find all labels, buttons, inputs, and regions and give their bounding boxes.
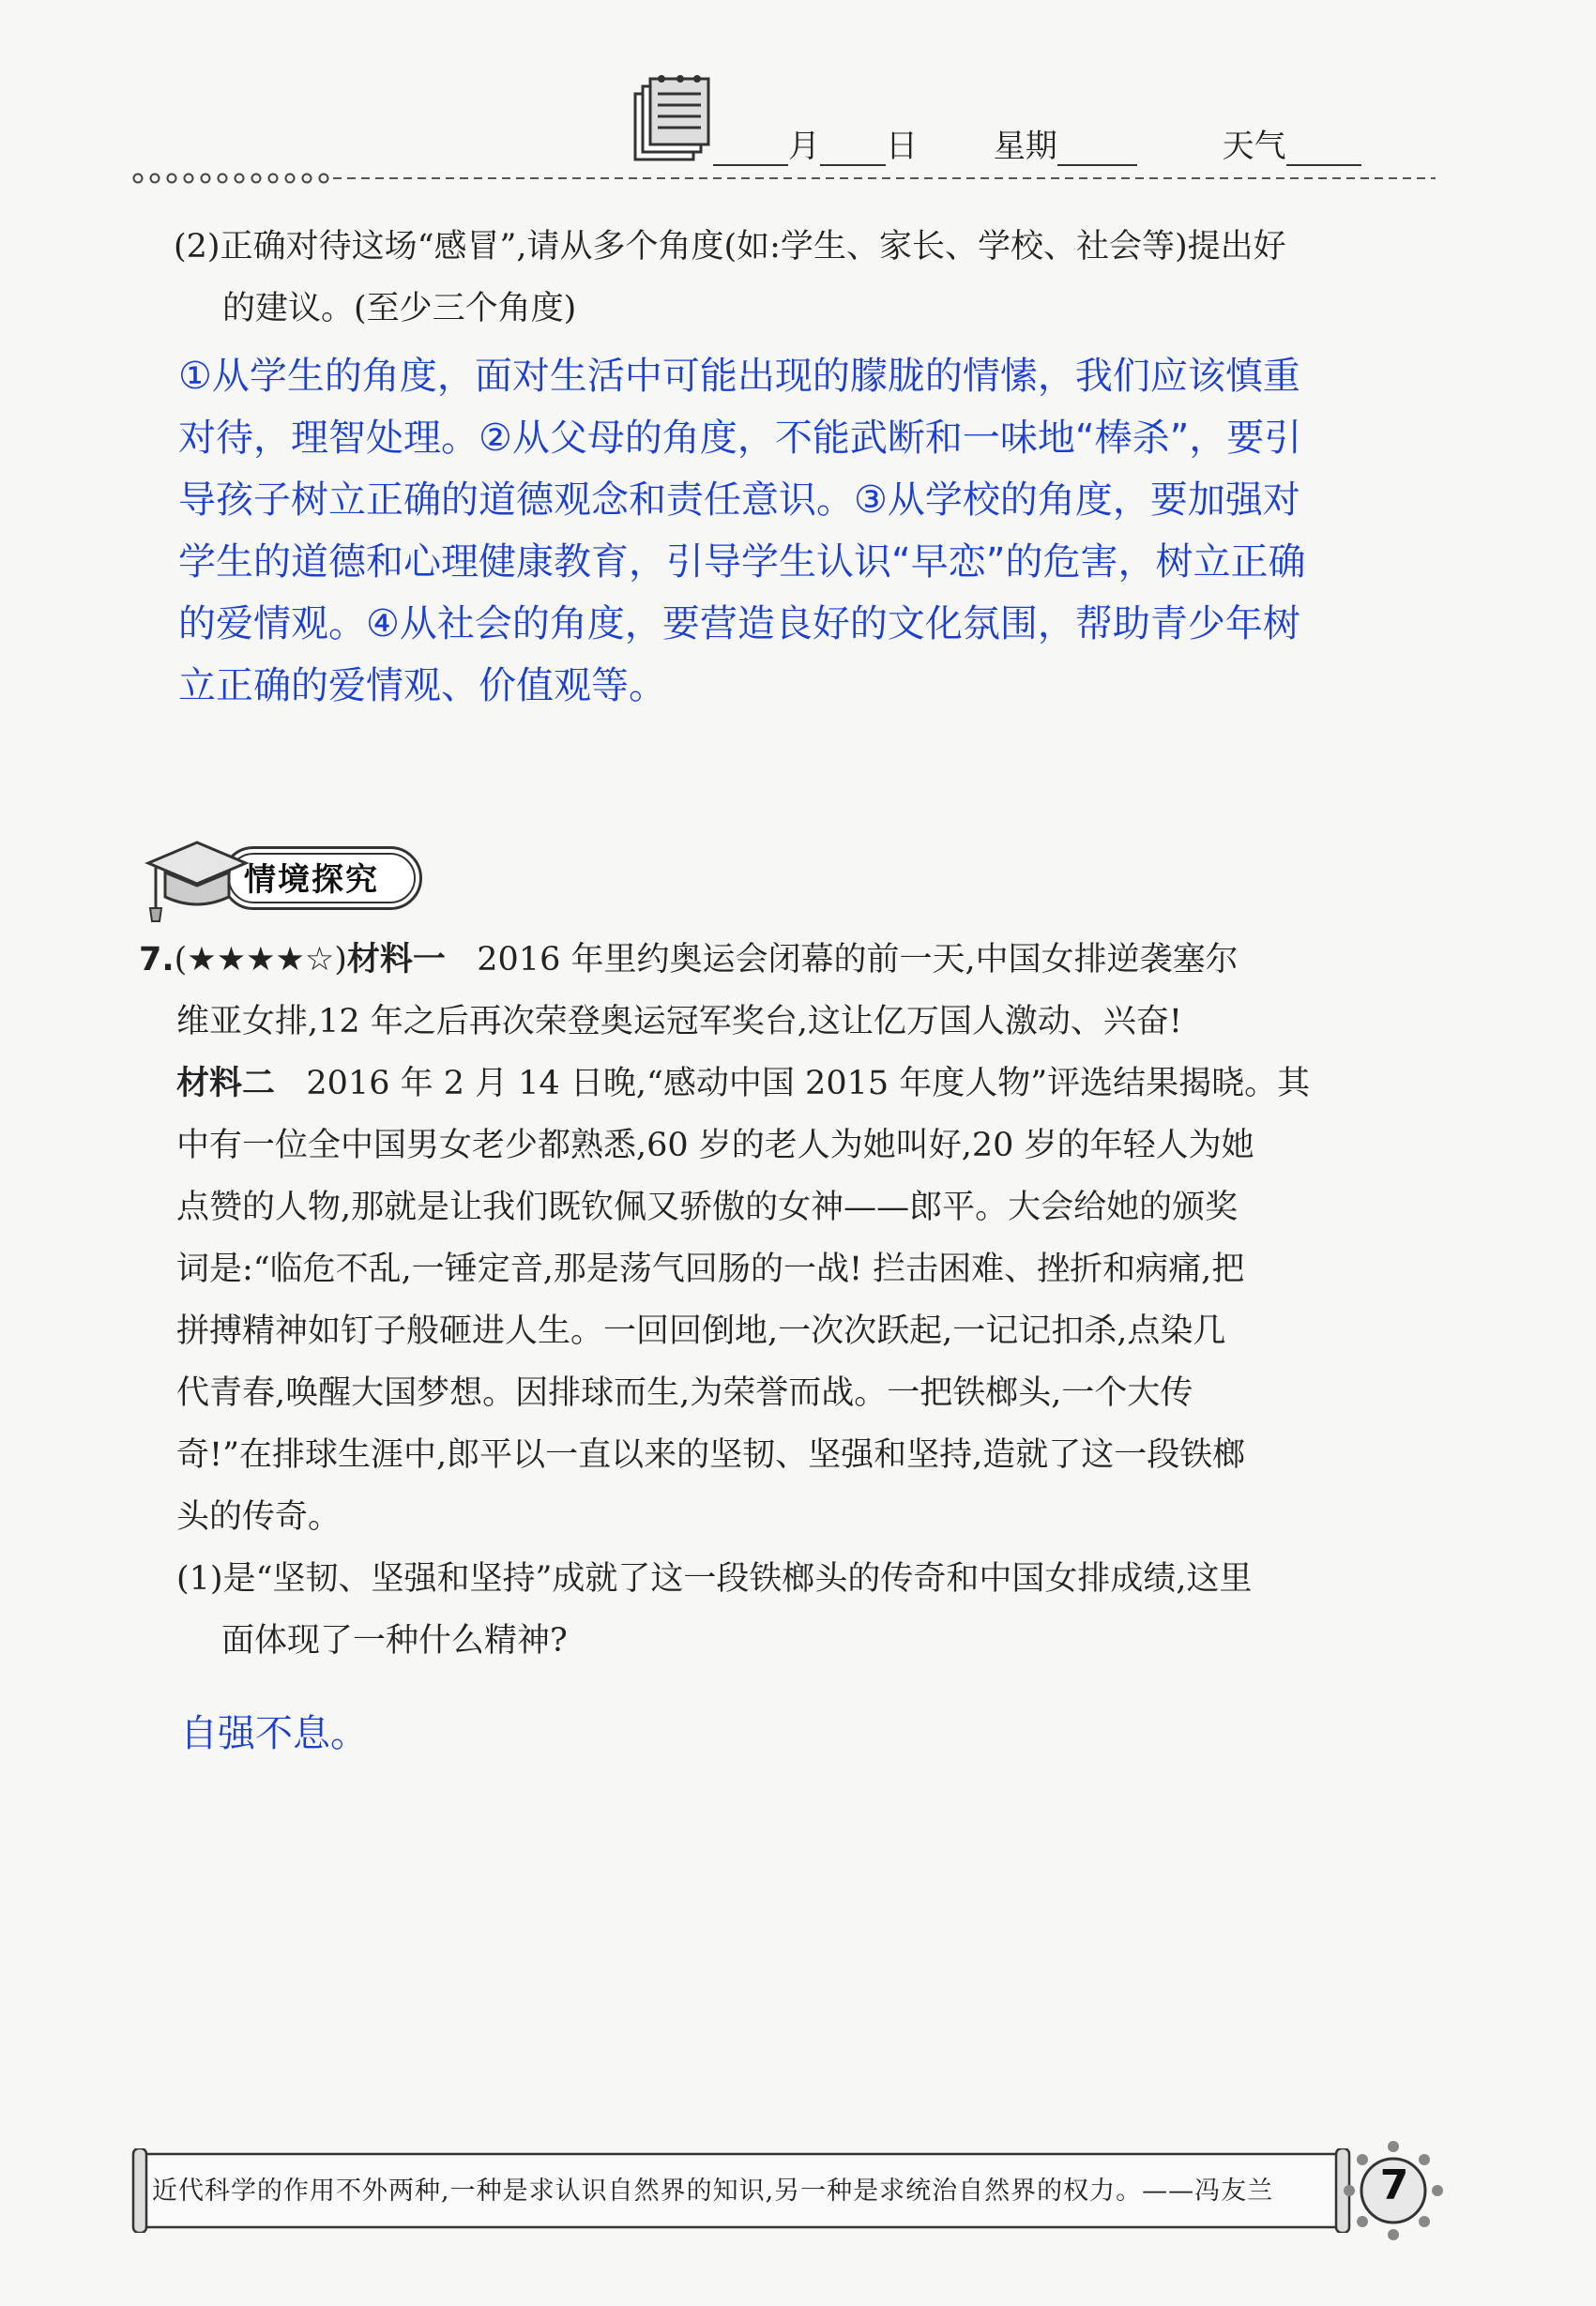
material-2-first-line bbox=[139, 1053, 1443, 1115]
month-blank bbox=[713, 136, 788, 166]
material-1-text: 2016 年里约奥运会闭幕的前一天,中国女排逆袭塞尔 bbox=[477, 941, 1239, 979]
material-2-text: 奇!”在排球生涯中,郎平以一直以来的坚韧、坚强和坚持,造就了这一段铁榔 bbox=[176, 1436, 1246, 1474]
material-2-text: 点赞的人物,那就是让我们既钦佩又骄傲的女神——郎平。大会给她的颁奖 bbox=[176, 1189, 1239, 1226]
footer bbox=[131, 2139, 1464, 2242]
material-2-text: 2016 年 2 月 14 日晚,“感动中国 2015 年度人物”评选结果揭晓。其 bbox=[306, 1065, 1311, 1102]
section-title: 情境探究 bbox=[244, 861, 379, 899]
question-7 bbox=[139, 929, 1443, 1672]
month-label: 月 bbox=[788, 128, 820, 165]
sub-question-1-cont: 面体现了一种什么精神? bbox=[221, 1622, 568, 1660]
difficulty-stars: (★★★★☆) bbox=[174, 941, 347, 979]
sub-question-1: (1)是“坚韧、坚强和坚持”成就了这一段铁榔头的传奇和中国女排成绩,这里 bbox=[176, 1560, 1253, 1598]
day-blank bbox=[820, 136, 886, 166]
date-fields bbox=[713, 120, 1390, 166]
weather-blank bbox=[1286, 136, 1361, 166]
weekday-label: 星期 bbox=[993, 128, 1057, 165]
section-banner bbox=[139, 826, 430, 929]
answer-line: 对待，理智处理。②从父母的角度，不能武断和一味地“棒杀”，要引 bbox=[178, 417, 1302, 460]
material-1-label: 材料一 bbox=[346, 941, 446, 979]
answer-line: 立正确的爱情观、价值观等。 bbox=[178, 664, 666, 707]
question-2-answer bbox=[178, 345, 1459, 717]
footer-quote: 近代科学的作用不外两种,一种是求认识自然界的知识,另一种是求统治自然界的权力。——冯友兰 bbox=[152, 2177, 1274, 2206]
calendar-icon bbox=[615, 66, 718, 169]
question-7-answer: 自强不息。 bbox=[180, 1712, 368, 1755]
answer-line: 学生的道德和心理健康教育，引导学生认识“早恋”的危害，树立正确 bbox=[178, 540, 1306, 584]
day-label: 日 bbox=[886, 128, 918, 165]
graduation-cap-icon bbox=[139, 826, 251, 929]
material-2-text: 拼搏精神如钉子般砸进人生。一回回倒地,一次次跃起,一记记扣杀,点染几 bbox=[176, 1312, 1226, 1350]
question-2-line-2: 的建议。(至少三个角度) bbox=[222, 290, 577, 327]
answer-line: ①从学生的角度，面对生活中可能出现的朦胧的情愫，我们应该慎重 bbox=[178, 355, 1300, 398]
weather-field bbox=[1223, 120, 1361, 166]
weather-label: 天气 bbox=[1222, 128, 1286, 165]
question-7-line-1 bbox=[139, 929, 1443, 991]
material-2-label: 材料二 bbox=[176, 1065, 276, 1102]
weekday-blank bbox=[1057, 136, 1137, 166]
dotted-rule bbox=[131, 172, 1436, 185]
question-2-line-1: (2)正确对待这场“感冒”,请从多个角度(如:学生、家长、学校、社会等)提出好 bbox=[174, 228, 1286, 265]
answer-line: 的爱情观。④从社会的角度，要营造良好的文化氛围，帮助青少年树 bbox=[178, 602, 1300, 645]
material-2-text: 中有一位全中国男女老少都熟悉,60 岁的老人为她叫好,20 岁的年轻人为她 bbox=[176, 1127, 1254, 1164]
material-2-text: 代青春,唤醒大国梦想。因排球而生,为荣誉而战。一把铁榔头,一个大传 bbox=[176, 1374, 1193, 1412]
weekday-field bbox=[994, 120, 1137, 166]
material-2-text: 词是:“临危不乱,一锤定音,那是荡气回肠的一战! 拦击困难、挫折和病痛,把 bbox=[176, 1251, 1245, 1288]
month-field bbox=[713, 120, 918, 166]
question-number: 7. bbox=[139, 941, 175, 979]
material-2-text: 头的传奇。 bbox=[176, 1498, 342, 1536]
page-number: 7 bbox=[1379, 2162, 1409, 2209]
material-1-text-cont: 维亚女排,12 年之后再次荣登奥运冠军奖台,这让亿万国人激动、兴奋! bbox=[176, 1003, 1182, 1040]
date-header bbox=[131, 66, 1436, 188]
question-2 bbox=[174, 216, 1431, 340]
answer-line: 导孩子树立正确的道德观念和责任意识。③从学校的角度，要加强对 bbox=[178, 478, 1300, 522]
